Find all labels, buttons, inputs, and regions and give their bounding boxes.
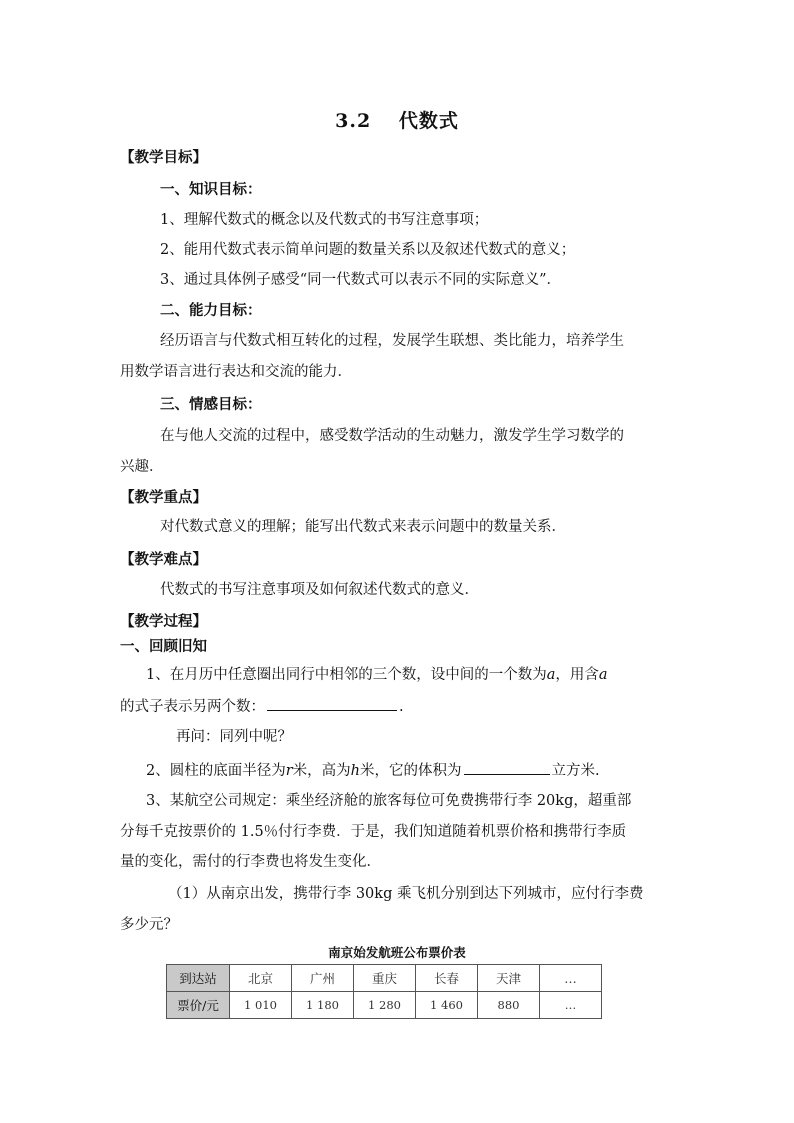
knowledge-item-1: 1、理解代数式的概念以及代数式的书写注意事项；: [160, 212, 489, 228]
table-cell-price: 1 010: [230, 992, 292, 1019]
table-cell-city: 北京: [230, 965, 292, 992]
question-1-line-2: [120, 696, 404, 717]
variable-a-2: a: [598, 667, 608, 683]
knowledge-heading: 一、知识目标：: [160, 181, 262, 198]
question-2: [146, 760, 600, 781]
question-1-line-1: [146, 665, 608, 685]
table-cell-city: 广州: [292, 965, 354, 992]
review-heading: 一、回顾旧知: [120, 638, 207, 655]
table-cell-price: 1 180: [292, 992, 354, 1019]
question-1-followup: 再问：同列中呢？: [176, 729, 292, 745]
ability-text-line-1: 经历语言与代数式相互转化的过程，发展学生联想、类比能力，培养学生: [160, 333, 624, 349]
table-caption: 南京始发航班公布票价表: [328, 945, 466, 960]
table-cell-city: 重庆: [354, 965, 416, 992]
variable-r: r: [285, 763, 293, 779]
table-cell-city: 长春: [416, 965, 478, 992]
variable-h: h: [350, 763, 361, 779]
answer-blank-1[interactable]: [267, 696, 397, 711]
knowledge-item-3: 3、通过具体例子感受“同一代数式可以表示不同的实际意义”．: [160, 272, 562, 288]
question-2-text: 2、圆柱的底面半径为: [146, 763, 286, 779]
question-2-end: 立方米.: [551, 763, 600, 779]
table-cell-city: …: [540, 965, 602, 992]
answer-blank-2[interactable]: [464, 760, 550, 775]
emotion-text-line-1: 在与他人交流的过程中，感受数学活动的生动魅力，激发学生学习数学的: [160, 428, 624, 444]
ability-text-line-2: 用数学语言进行表达和交流的能力．: [120, 364, 352, 380]
table-cell-price: …: [540, 992, 602, 1019]
key-text: 对代数式意义的理解；能写出代数式来表示问题中的数量关系．: [160, 519, 566, 535]
row-header-station: 到达站: [167, 965, 230, 992]
table-row: [167, 965, 602, 992]
table-row: [167, 992, 602, 1019]
question-3-line-3: 量的变化，需付的行李费也将发生变化．: [120, 854, 381, 870]
question-3-line-1: 3、某航空公司规定：乘坐经济舱的旅客每位可免费携带行李 20kg，超重部: [146, 793, 632, 809]
question-2-text-c: 米，它的体积为: [360, 763, 462, 779]
goals-heading: 【教学目标】: [120, 149, 207, 166]
question-2-text-b: 米，高为: [292, 763, 351, 779]
emotion-text-line-2: 兴趣．: [120, 459, 164, 475]
question-1-end: .: [399, 699, 404, 715]
key-heading: 【教学重点】: [120, 489, 207, 506]
table-cell-price: 880: [478, 992, 540, 1019]
difficulty-heading: 【教学难点】: [120, 551, 207, 568]
row-header-price: 票价/元: [167, 992, 230, 1019]
page-title: 3.2 代数式: [335, 110, 459, 132]
question-3-line-2: 分每千克按票价的 1.5％付行李费．于是，我们知道随着机票价格和携带行李质: [120, 824, 627, 840]
table-cell-price: 1 460: [416, 992, 478, 1019]
table-cell-city: 天津: [478, 965, 540, 992]
difficulty-text: 代数式的书写注意事项及如何叙述代数式的意义．: [160, 582, 479, 598]
variable-a: a: [546, 667, 556, 683]
fare-table: [166, 964, 602, 1019]
table-cell-price: 1 280: [354, 992, 416, 1019]
question-1-text: 1、在月历中任意圈出同行中相邻的三个数，设中间的一个数为: [146, 667, 547, 683]
ability-heading: 二、能力目标：: [160, 302, 262, 319]
knowledge-item-2: 2、能用代数式表示简单问题的数量关系以及叙述代数式的意义；: [160, 242, 576, 258]
emotion-heading: 三、情感目标：: [160, 396, 262, 413]
question-1-text-b: ，用含: [555, 667, 599, 683]
question-3-sub-1-line-1: （1）从南京出发，携带行李 30kg 乘飞机分别到达下列城市，应付行李费: [168, 886, 644, 902]
process-heading: 【教学过程】: [120, 613, 207, 630]
question-1-text-c: 的式子表示另两个数：: [120, 699, 265, 715]
question-3-sub-1-line-2: 多少元？: [120, 917, 178, 933]
